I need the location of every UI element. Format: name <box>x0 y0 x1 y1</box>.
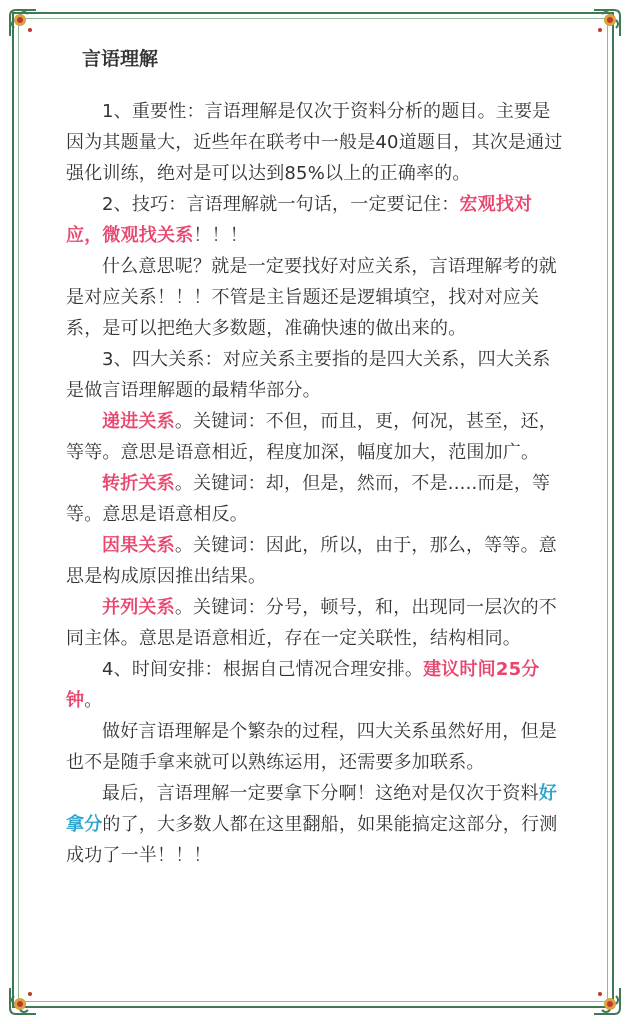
paragraph-practice: 做好言语理解是个繁杂的过程，四大关系虽然好用，但是也不是随手拿来就可以熟练运用，还需要多加联系。 <box>66 721 557 773</box>
paragraph-text: 。关键词：却，但是，然而，不是.....而是，等等。意思是语意相反。 <box>66 473 551 525</box>
article-body <box>66 96 566 871</box>
paragraph-meaning: 什么意思呢？就是一定要找好对应关系，言语理解考的就是对应关系！！！不管是主旨题还是逻辑填空，找对对应关系，是可以把绝大多数题，准确快速的做出来的。 <box>66 256 557 339</box>
paragraph-tail: 。 <box>84 690 103 711</box>
highlight-text: 因果关系 <box>102 535 175 556</box>
paragraph-text: 4、时间安排：根据自己情况合理安排。 <box>102 659 424 680</box>
paragraph-progressive-relation <box>66 406 566 468</box>
paragraph-parallel-relation <box>66 592 566 654</box>
highlight-text: 建议时间25分钟 <box>66 659 540 711</box>
highlight-text: 宏观找对应，微观找关系 <box>66 194 533 246</box>
paragraph-time-arrangement <box>66 654 566 716</box>
paragraph-adversative-relation <box>66 468 566 530</box>
floral-corner-ornament-icon <box>590 6 624 40</box>
paragraph-conclusion <box>66 778 566 871</box>
paragraph-technique <box>66 189 566 251</box>
paragraph-tail: ！！！ <box>193 225 249 246</box>
paragraph-text: 2、技巧：言语理解就一句话，一定要记住： <box>102 194 460 215</box>
floral-corner-ornament-icon <box>590 984 624 1018</box>
highlight-text: 递进关系 <box>102 411 175 432</box>
highlight-text: 好拿分 <box>66 783 558 835</box>
paragraph-text: 。关键词：不但，而且，更，何况，甚至，还，等等。意思是语意相近，程度加深，幅度加大，范围加广。 <box>66 411 558 463</box>
highlight-text: 转折关系 <box>102 473 175 494</box>
highlight-text: 并列关系 <box>102 597 175 618</box>
paragraph-importance: 1、重要性：言语理解是仅次于资料分析的题目。主要是因为其题量大，近些年在联考中一般是40道题目，其次是通过强化训练，绝对是可以达到85%以上的正确率的。 <box>66 101 563 184</box>
paragraph-causal-relation <box>66 530 566 592</box>
page-title: 言语理解 <box>82 48 159 70</box>
paragraph-tail: 的了，大多数人都在这里翻船，如果能搞定这部分，行测成功了一半！！！ <box>66 814 558 866</box>
paragraph-text: 最后，言语理解一定要拿下分啊！这绝对是仅次于资料 <box>102 783 539 804</box>
floral-corner-ornament-icon <box>6 6 40 40</box>
paragraph-text: 。关键词：分号，顿号，和，出现同一层次的不同主体。意思是语意相近，存在一定关联性，结构相同。 <box>66 597 558 649</box>
paragraph-four-relations: 3、四大关系：对应关系主要指的是四大关系，四大关系是做言语理解题的最精华部分。 <box>66 349 551 401</box>
paragraph-text: 。关键词：因此，所以，由于，那么，等等。意思是构成原因推出结果。 <box>66 535 558 587</box>
floral-corner-ornament-icon <box>6 984 40 1018</box>
